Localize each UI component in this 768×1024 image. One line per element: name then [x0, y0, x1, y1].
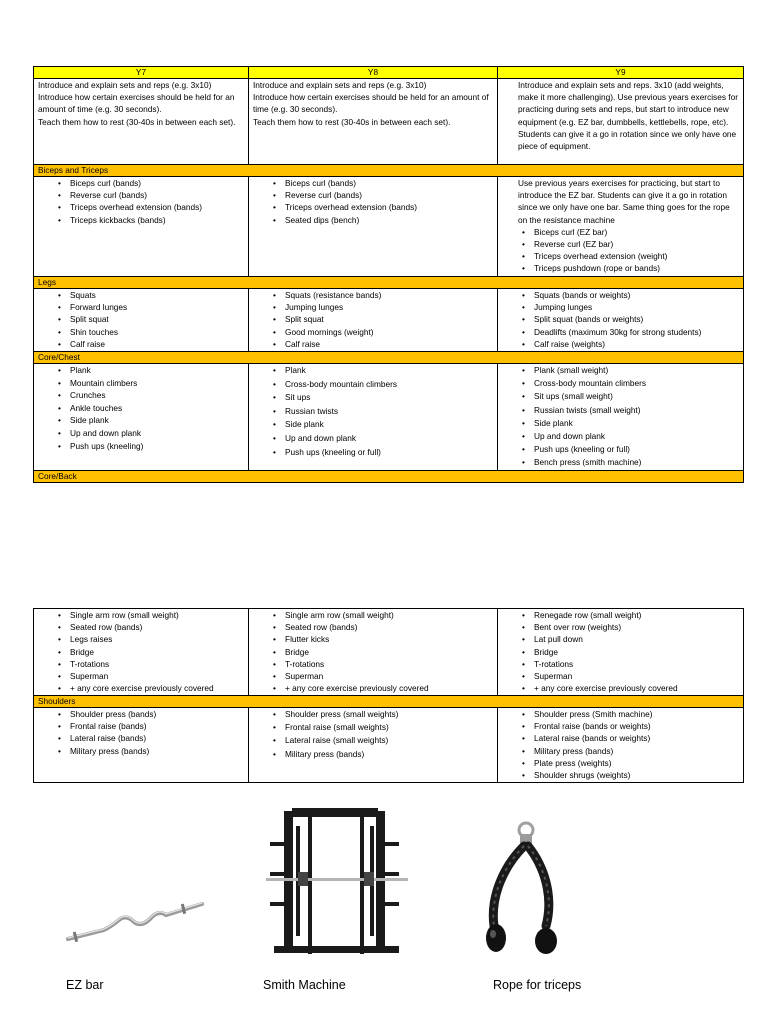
- list-item: • Biceps curl (EZ bar): [502, 226, 739, 238]
- section-biceps-triceps: [34, 165, 744, 177]
- training-plan-table: [33, 66, 744, 483]
- list-item: • Split squat: [253, 313, 493, 325]
- list-item: • Superman: [38, 670, 244, 682]
- list-item: • T-rotations: [38, 658, 244, 670]
- list-item: • Split squat: [38, 313, 244, 325]
- list-item: • Single arm row (small weight): [38, 609, 244, 621]
- biceps-row: [34, 177, 744, 277]
- ez-bar-image: [62, 866, 208, 970]
- list-item: • Lateral raise (small weights): [253, 734, 493, 747]
- list-item: • Military press (bands): [253, 748, 493, 761]
- list-item: • Single arm row (small weight): [253, 609, 493, 621]
- list-item: • Triceps overhead extension (bands): [38, 201, 244, 213]
- list-item: • Seated row (bands): [38, 621, 244, 633]
- core-chest-y9-list: [502, 364, 739, 470]
- list-item: • Cross-body mountain climbers: [502, 377, 739, 390]
- list-item: • + any core exercise previously covered: [253, 682, 493, 694]
- list-item: • Bridge: [502, 646, 739, 658]
- list-item: • Plate press (weights): [502, 757, 739, 769]
- biceps-y7-list: [38, 177, 244, 226]
- biceps-y9-list: [502, 226, 739, 275]
- list-item: • Superman: [502, 670, 739, 682]
- core-back-y8-list: [253, 609, 493, 694]
- header-y8: Y8: [249, 67, 498, 79]
- list-item: • Seated dips (bench): [253, 214, 493, 226]
- list-item: • Good mornings (weight): [253, 326, 493, 338]
- list-item: • Plank: [38, 364, 244, 377]
- list-item: • Forward lunges: [38, 301, 244, 313]
- list-item: • Push ups (kneeling): [38, 440, 244, 453]
- shoulders-y8-list: [253, 708, 493, 761]
- list-item: • Lat pull down: [502, 633, 739, 645]
- core-chest-y7-list: [38, 364, 244, 452]
- list-item: • Squats (resistance bands): [253, 289, 493, 301]
- ez-bar-caption: EZ bar: [66, 978, 104, 992]
- list-item: • Side plank: [38, 414, 244, 427]
- header-y7: Y7: [34, 67, 249, 79]
- section-core-back: [34, 470, 744, 482]
- list-item: • Shin touches: [38, 326, 244, 338]
- list-item: • Frontal raise (small weights): [253, 721, 493, 734]
- intro-row: [34, 79, 744, 165]
- list-item: • T-rotations: [253, 658, 493, 670]
- intro-y8: Introduce and explain sets and reps (e.g. 3x10) Introduce how certain exercises should be held for an amount of time (e.g. 30 seconds). Teach them how to rest (30-40s in between each set).: [249, 79, 498, 165]
- list-item: • Russian twists: [253, 405, 493, 419]
- list-item: • Calf raise (weights): [502, 338, 739, 350]
- list-item: • Plank (small weight): [502, 364, 739, 377]
- list-item: • Jumping lunges: [253, 301, 493, 313]
- shoulders-row: [34, 708, 744, 783]
- shoulders-y7-list: [38, 708, 244, 757]
- list-item: • Triceps kickbacks (bands): [38, 214, 244, 226]
- section-title: Shoulders: [34, 696, 744, 708]
- shoulders-y9-list: [502, 708, 739, 781]
- list-item: • Shoulder shrugs (weights): [502, 769, 739, 781]
- list-item: • Flutter kicks: [253, 633, 493, 645]
- list-item: • Bench press (smith machine): [502, 456, 739, 469]
- list-item: • Military press (bands): [38, 745, 244, 757]
- section-shoulders: [34, 696, 744, 708]
- list-item: • Sit ups: [253, 391, 493, 405]
- list-item: • Lateral raise (bands): [38, 732, 244, 744]
- section-legs: [34, 277, 744, 289]
- list-item: • Bridge: [253, 646, 493, 658]
- list-item: • Biceps curl (bands): [38, 177, 244, 189]
- section-title: Core/Back: [34, 470, 744, 482]
- legs-y7-list: [38, 289, 244, 350]
- list-item: • Deadlifts (maximum 30kg for strong students): [502, 326, 739, 338]
- list-item: • Up and down plank: [502, 430, 739, 443]
- list-item: • Mountain climbers: [38, 377, 244, 390]
- list-item: • Shoulder press (small weights): [253, 708, 493, 721]
- list-item: • Squats: [38, 289, 244, 301]
- list-item: • Reverse curl (bands): [253, 189, 493, 201]
- list-item: • Sit ups (small weight): [502, 390, 739, 403]
- intro-y9: Introduce and explain sets and reps. 3x10 (add weights, make it more challenging). Use previous years exercises for practicing during sets and reps, but start to introduce new equipment (e.g. EZ bar, dumbbells, kettlebells, rope, etc). Students can give it a go in rotation since we only have one piece of equipment.: [498, 79, 744, 165]
- list-item: • Superman: [253, 670, 493, 682]
- biceps-y9-note: Use previous years exercises for practicing, but start to introduce the EZ bar. Students can give it a go in rotation since we only have one bar. Same thing goes for the rope on the resistance machine: [518, 178, 730, 225]
- list-item: • Triceps overhead extension (bands): [253, 201, 493, 213]
- list-item: • T-rotations: [502, 658, 739, 670]
- section-title: Legs: [34, 277, 744, 289]
- smith-machine-image: [262, 806, 412, 964]
- list-item: • Ankle touches: [38, 402, 244, 415]
- list-item: • Up and down plank: [38, 427, 244, 440]
- list-item: • Calf raise: [38, 338, 244, 350]
- rope-caption: Rope for triceps: [493, 978, 582, 992]
- core-chest-y8-list: [253, 364, 493, 459]
- list-item: • Up and down plank: [253, 432, 493, 446]
- list-item: • Bent over row (weights): [502, 621, 739, 633]
- list-item: • Bridge: [38, 646, 244, 658]
- header-y9: Y9: [498, 67, 744, 79]
- list-item: • Renegade row (small weight): [502, 609, 739, 621]
- legs-row: [34, 289, 744, 352]
- list-item: • Crunches: [38, 389, 244, 402]
- list-item: • Reverse curl (EZ bar): [502, 238, 739, 250]
- list-item: • Shoulder press (Smith machine): [502, 708, 739, 720]
- list-item: • Cross-body mountain climbers: [253, 378, 493, 392]
- core-back-row: [34, 609, 744, 696]
- list-item: • Push ups (kneeling or full): [502, 443, 739, 456]
- list-item: • Push ups (kneeling or full): [253, 446, 493, 460]
- list-item: • Reverse curl (bands): [38, 189, 244, 201]
- list-item: • + any core exercise previously covered: [38, 682, 244, 694]
- smith-machine-caption: Smith Machine: [263, 978, 346, 992]
- year-header-row: [34, 67, 744, 79]
- list-item: • Shoulder press (bands): [38, 708, 244, 720]
- list-item: • Calf raise: [253, 338, 493, 350]
- section-title: Biceps and Triceps: [34, 165, 744, 177]
- list-item: • Triceps overhead extension (weight): [502, 250, 739, 262]
- training-plan-table-continued: [33, 608, 744, 783]
- list-item: • Russian twists (small weight): [502, 404, 739, 417]
- list-item: • Side plank: [253, 418, 493, 432]
- list-item: • Frontal raise (bands): [38, 720, 244, 732]
- list-item: • Side plank: [502, 417, 739, 430]
- biceps-y8-list: [253, 177, 493, 226]
- list-item: • Lateral raise (bands or weights): [502, 732, 739, 744]
- core-chest-row: [34, 364, 744, 471]
- list-item: • Plank: [253, 364, 493, 378]
- legs-y9-list: [502, 289, 739, 350]
- list-item: • Biceps curl (bands): [253, 177, 493, 189]
- list-item: • Jumping lunges: [502, 301, 739, 313]
- section-title: Core/Chest: [34, 352, 744, 364]
- list-item: • Seated row (bands): [253, 621, 493, 633]
- list-item: • Triceps pushdown (rope or bands): [502, 262, 739, 274]
- core-back-y7-list: [38, 609, 244, 694]
- core-back-y9-list: [502, 609, 739, 694]
- list-item: • Legs raises: [38, 633, 244, 645]
- intro-y7: Introduce and explain sets and reps (e.g. 3x10) Introduce how certain exercises should be held for an amount of time (e.g. 30 seconds). Teach them how to rest (30-40s in between each set).: [34, 79, 249, 165]
- list-item: • Frontal raise (bands or weights): [502, 720, 739, 732]
- legs-y8-list: [253, 289, 493, 350]
- section-core-chest: [34, 352, 744, 364]
- list-item: • + any core exercise previously covered: [502, 682, 739, 694]
- list-item: • Split squat (bands or weights): [502, 313, 739, 325]
- list-item: • Military press (bands): [502, 745, 739, 757]
- rope-image: [484, 816, 564, 966]
- list-item: • Squats (bands or weights): [502, 289, 739, 301]
